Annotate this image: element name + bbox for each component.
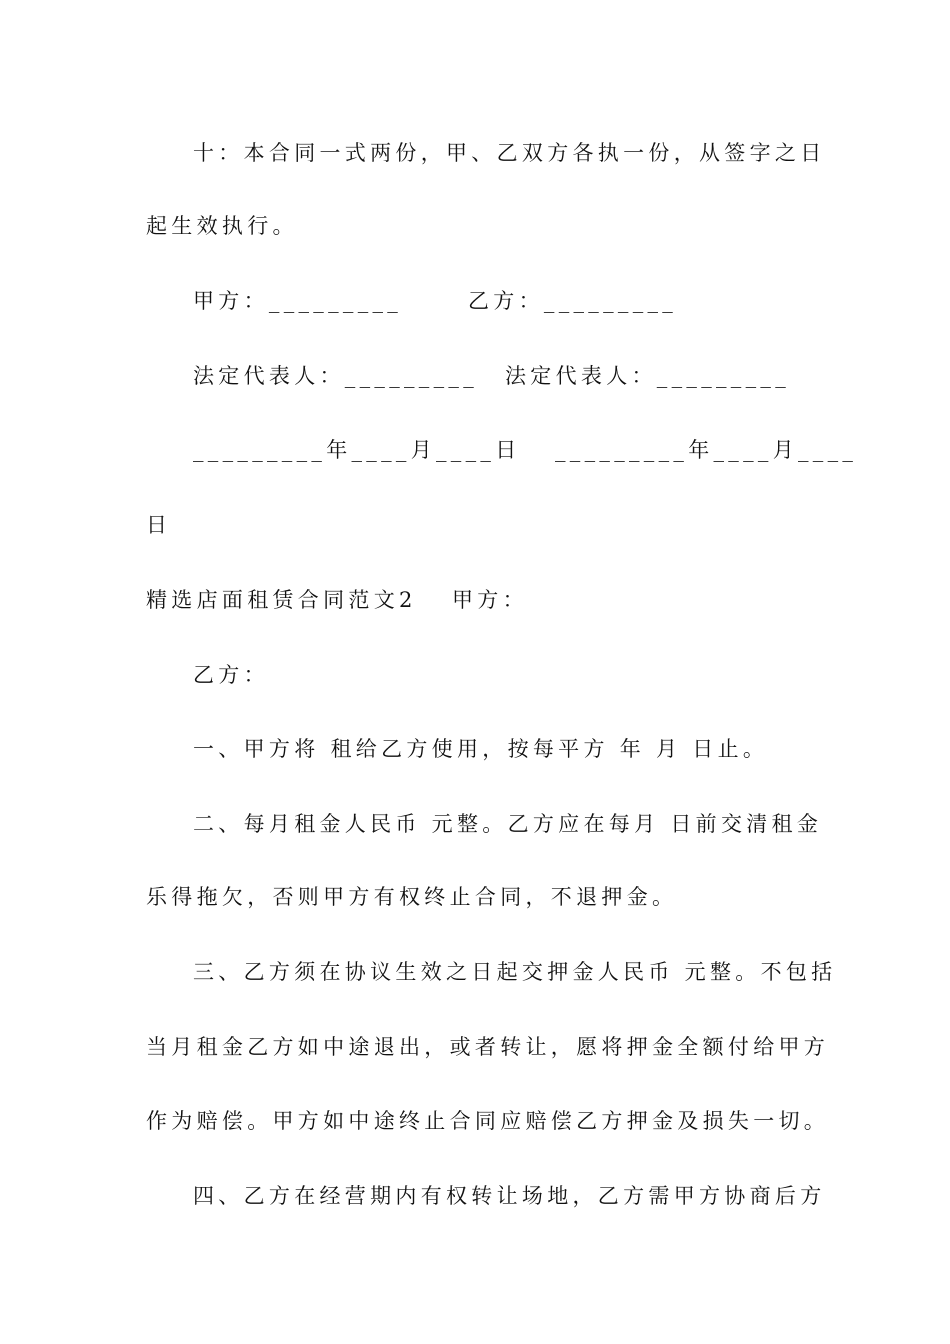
signature-party-a: 甲方：_________ <box>193 289 403 313</box>
party-b-label: 乙方： <box>193 663 269 687</box>
legal-representative-b: 法定代表人：_________ <box>505 364 790 388</box>
clause-10-line-2: 起生效执行。 <box>146 214 298 238</box>
clause-4-line-1: 四、乙方在经营期内有权转让场地，乙方需甲方协商后方 <box>193 1184 826 1208</box>
signature-party-b: 乙方：_________ <box>468 289 678 313</box>
clause-2-line-2: 乐得拖欠，否则甲方有权终止合同，不退押金。 <box>146 885 678 909</box>
clause-10-line-1: 十：本合同一式两份，甲、乙双方各执一份，从签字之日 <box>193 141 826 165</box>
legal-representative-a: 法定代表人：_________ <box>193 364 478 388</box>
clause-3-line-2: 当月租金乙方如中途退出，或者转让，愿将押金全额付给甲方 <box>146 1035 830 1059</box>
date-line-b: _________年____月____ <box>555 438 858 462</box>
clause-1: 一、甲方将 租给乙方使用，按每平方 年 月 日止。 <box>193 737 769 761</box>
date-line-a: _________年____月____日 <box>193 438 521 462</box>
clause-3-line-3: 作为赔偿。甲方如中途终止合同应赔偿乙方押金及损失一切。 <box>146 1109 830 1133</box>
clause-2-line-1: 二、每月租金人民币 元整。乙方应在每月 日前交清租金 <box>193 812 823 836</box>
clause-3-line-1: 三、乙方须在协议生效之日起交押金人民币 元整。不包括 <box>193 960 837 984</box>
party-a-label: 甲方： <box>452 588 528 612</box>
document-heading-2: 精选店面租赁合同范文2 <box>146 588 417 612</box>
date-line-b-tail: 日 <box>146 513 172 537</box>
